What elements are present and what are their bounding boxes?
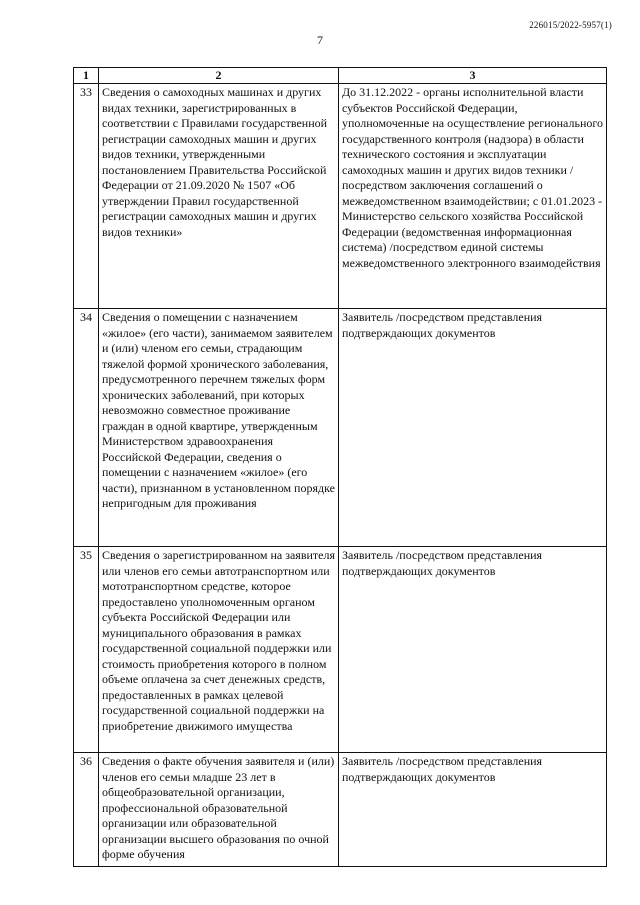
- info-text: Сведения о факте обучения заявителя и (или) членов его семьи младше 23 лет в общеобразовательной организации, профессиональной образовательной организации или образовательной организации высшего образования по очной форме обучения: [102, 754, 335, 861]
- data-table: [73, 67, 607, 867]
- source-text: Заявитель /посредством представления подтверждающих документов: [342, 548, 543, 578]
- source-cell: [339, 547, 607, 753]
- source-cell: [339, 753, 607, 867]
- column-header-3: 3: [339, 68, 607, 84]
- page-number: 7: [317, 33, 323, 47]
- row-number: 36: [74, 753, 99, 867]
- table-row: [74, 547, 607, 753]
- table-row: [74, 84, 607, 309]
- column-header-1: 1: [74, 68, 99, 84]
- column-header-2: 2: [99, 68, 339, 84]
- table-row: [74, 753, 607, 867]
- info-cell: [99, 309, 339, 547]
- info-text: Сведения о зарегистрированном на заявителя или членов его семьи автотранспортном или мототранспортном средстве, которое предоставлено уполномоченным органом субъекта Российской Федерации или муниципального образования в рамках государственной социальной поддержки или стоимость приобретения которого в полном объеме оплачена за счет денежных средств, предоставленных в рамках целевой государственной социальной поддержки на приобретение движимого имущества: [102, 548, 335, 733]
- document-id: 226015/2022-5957(1): [529, 20, 612, 30]
- info-cell: [99, 753, 339, 867]
- info-text: Сведения о помещении с назначением «жилое» (его части), занимаемом заявителем и (или) членом его семьи, страдающим тяжелой формой хронического заболевания, предусмотренного перечнем тяжелых форм хронических заболеваний, при которых невозможно совместное проживание граждан в одной квартире, утвержденным Министерством здравоохранения Российской Федерации, сведения о помещении с назначением «жилое» (его части), признанном в установленном порядке непригодным для проживания: [102, 310, 335, 510]
- info-cell: [99, 84, 339, 309]
- row-number: 33: [74, 84, 99, 309]
- info-cell: [99, 547, 339, 753]
- table-header-row: [74, 68, 607, 84]
- source-cell: [339, 309, 607, 547]
- source-cell: [339, 84, 607, 309]
- source-text: До 31.12.2022 - органы исполнительной власти субъектов Российской Федерации, уполномоченные на осуществление регионального государственного контроля (надзора) в области технического состояния и эксплуатации самоходных машин и других видов техники /посредством заключения соглашений о межведомственном взаимодействии; с 01.01.2023 - Министерство сельского хозяйства Российской Федерации (ведомственная информационная система) /посредством единой системы межведомственного электронного взаимодействия: [342, 85, 603, 270]
- row-number: 34: [74, 309, 99, 547]
- source-text: Заявитель /посредством представления подтверждающих документов: [342, 754, 543, 784]
- info-text: Сведения о самоходных машинах и других видах техники, зарегистрированных в соответствии с Правилами государственной регистрации самоходных машин и других видов техники, утвержденными постановлением Правительства Российской Федерации от 21.09.2020 № 1507 «Об утверждении Правил государственной регистрации самоходных машин и других видов техники»: [102, 85, 328, 239]
- source-text: Заявитель /посредством представления подтверждающих документов: [342, 310, 543, 340]
- row-number: 35: [74, 547, 99, 753]
- table-row: [74, 309, 607, 547]
